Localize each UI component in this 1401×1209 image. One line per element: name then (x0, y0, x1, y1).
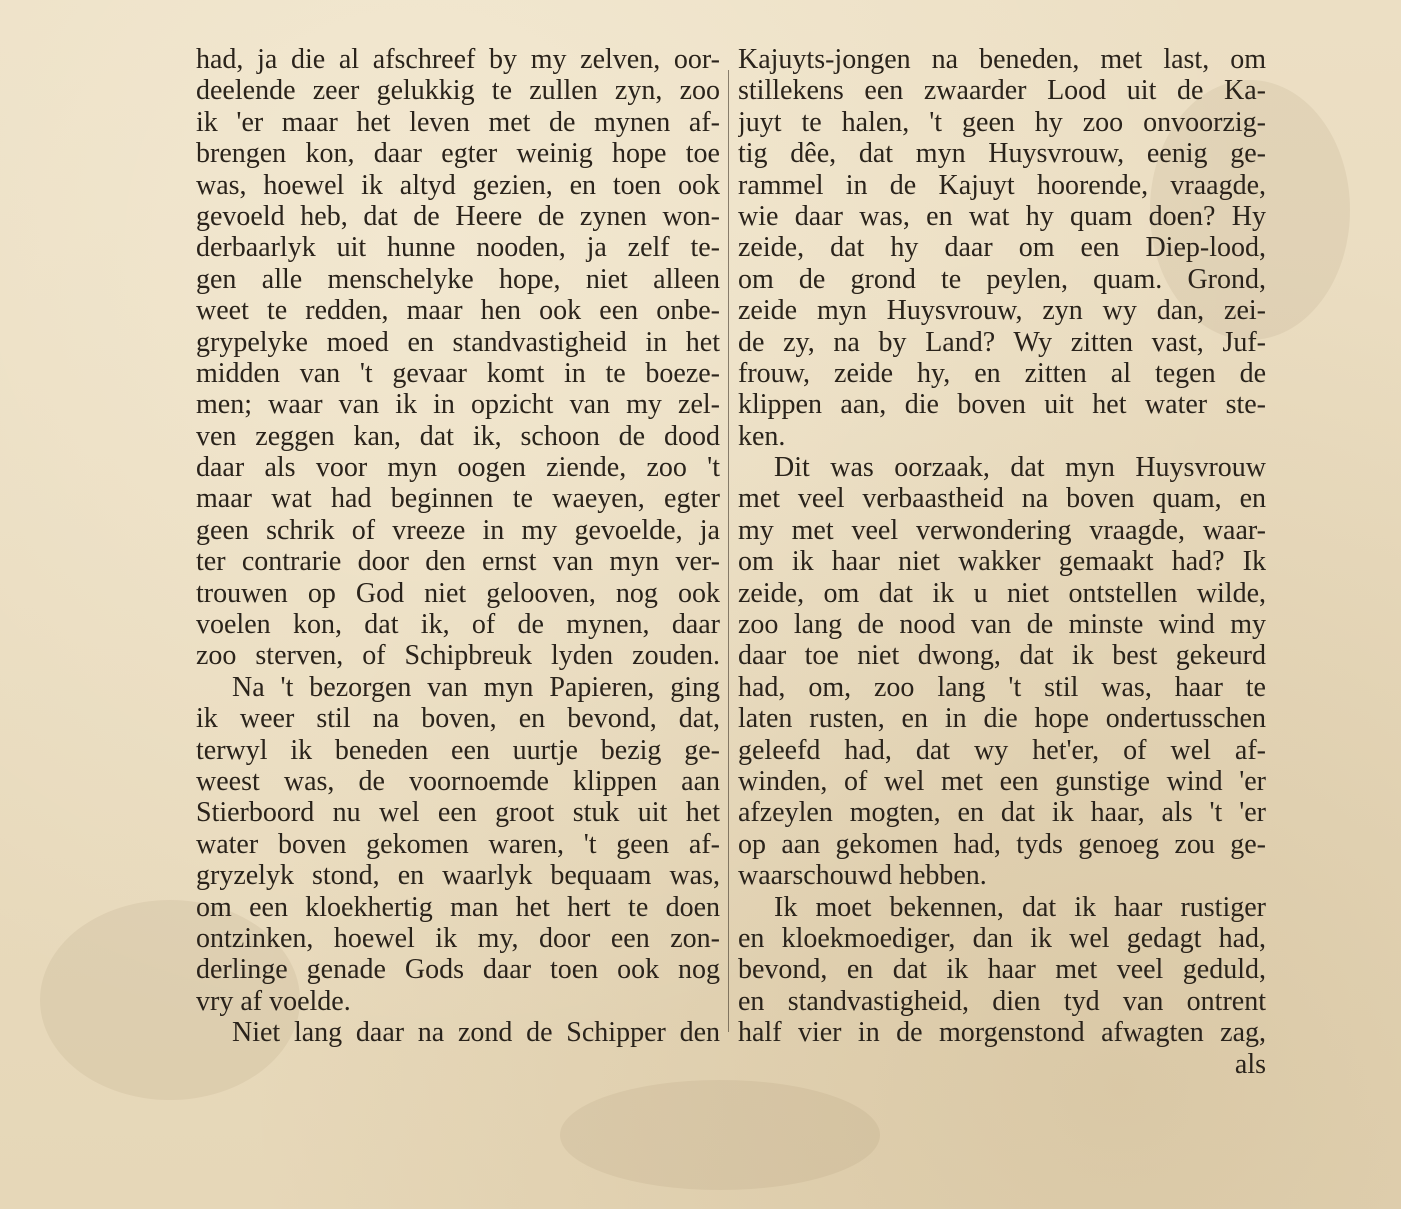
text-line: maar wat had beginnen te waeyen, egter (196, 483, 720, 515)
text-line: geleefd had, dat wy het'er, of wel af- (738, 734, 1266, 766)
text-line: vry af voelde. (196, 985, 351, 1017)
text-line: zoo sterven, of Schipbreuk lyden zouden. (196, 640, 720, 672)
right-text-column (738, 44, 1266, 1080)
left-text-column (196, 44, 720, 1049)
text-line: ik 'er maar het leven met de mynen af- (196, 106, 720, 138)
text-line: Ik moet bekennen, dat ik haar rustiger (774, 891, 1266, 923)
text-line: frouw, zeide hy, en zitten al tegen de (738, 357, 1266, 389)
text-line: ik weer stil na boven, en bevond, dat, (196, 703, 720, 735)
text-line: terwyl ik beneden een uurtje bezig ge- (196, 734, 720, 766)
text-line: ontzinken, hoewel ik my, door een zon- (196, 922, 720, 954)
text-line: zeide myn Huysvrouw, zyn wy dan, zei- (738, 295, 1266, 327)
text-line: grypelyke moed en standvastigheid in het (196, 326, 720, 358)
text-line: zeide, om dat ik u niet ontstellen wilde, (738, 577, 1266, 609)
text-line: bevond, en dat ik haar met veel geduld, (738, 954, 1266, 986)
text-line: Na 't bezorgen van myn Papieren, ging (232, 671, 720, 703)
text-line: op aan gekomen had, tyds genoeg zou ge- (738, 828, 1266, 860)
text-line: midden van 't gevaar komt in te boeze- (196, 357, 720, 389)
text-line: ken. (738, 420, 786, 452)
text-line: deelende zeer gelukkig te zullen zyn, zoo (196, 75, 720, 107)
text-line: en kloekmoediger, dan ik wel gedagt had, (738, 922, 1266, 954)
text-line: daar als voor myn oogen ziende, zoo 't (196, 452, 720, 484)
text-line: geen schrik of vreeze in my gevoelde, ja (196, 514, 720, 546)
text-line: was, hoewel ik altyd gezien, en toen ook (196, 169, 720, 201)
text-line: om ik haar niet wakker gemaakt had? Ik (738, 546, 1266, 578)
text-line: klippen aan, die boven uit het water ste- (738, 389, 1266, 421)
text-line: derbaarlyk uit hunne nooden, ja zelf te- (196, 232, 720, 264)
text-line: stillekens een zwaarder Lood uit de Ka- (738, 75, 1266, 107)
column-divider-rule (728, 70, 729, 1032)
text-line: had, om, zoo lang 't stil was, haar te (738, 671, 1266, 703)
text-line: my met veel verwondering vraagde, waar- (738, 514, 1266, 546)
text-line: trouwen op God niet gelooven, nog ook (196, 577, 720, 609)
text-line: de zy, na by Land? Wy zitten vast, Juf- (738, 326, 1266, 358)
text-line: half vier in de morgenstond afwagten zag, (738, 1017, 1266, 1049)
paper-stain (560, 1080, 880, 1190)
text-line: om een kloekhertig man het hert te doen (196, 891, 720, 923)
text-line: met veel verbaastheid na boven quam, en (738, 483, 1266, 515)
text-line: weet te redden, maar hen ook een onbe- (196, 295, 720, 327)
text-line: brengen kon, daar egter weinig hope toe (196, 138, 720, 170)
text-line: men; waar van ik in opzicht van my zel- (196, 389, 720, 421)
text-line: tig dêe, dat myn Huysvrouw, eenig ge- (738, 138, 1266, 170)
text-line: daar toe niet dwong, dat ik best gekeurd (738, 640, 1266, 672)
text-line: Stierboord nu wel een groot stuk uit het (196, 797, 720, 829)
text-line: winden, of wel met een gunstige wind 'er (738, 765, 1266, 797)
text-line: gryzelyk stond, en waarlyk bequaam was, (196, 860, 720, 892)
text-line: gen alle menschelyke hope, niet alleen (196, 263, 720, 295)
text-line: Dit was oorzaak, dat myn Huysvrouw (774, 452, 1266, 484)
text-line: juyt te halen, 't geen hy zoo onvoorzig- (738, 106, 1266, 138)
text-line: wie daar was, en wat hy quam doen? Hy (738, 200, 1266, 232)
text-line: Kajuyts-jongen na beneden, met last, om (738, 44, 1266, 75)
text-line: gevoeld heb, dat de Heere de zynen won- (196, 200, 720, 232)
text-line: Niet lang daar na zond de Schipper den (232, 1017, 720, 1049)
text-line: waarschouwd hebben. (738, 860, 987, 892)
text-line: als (1234, 1048, 1266, 1080)
text-line: rammel in de Kajuyt hoorende, vraagde, (738, 169, 1266, 201)
text-line: ter contrarie door den ernst van myn ver- (196, 546, 720, 578)
text-line: derlinge genade Gods daar toen ook nog (196, 954, 720, 986)
text-line: zoo lang de nood van de minste wind my (738, 609, 1266, 641)
text-line: voelen kon, dat ik, of de mynen, daar (196, 609, 720, 641)
text-line: zeide, dat hy daar om een Diep-lood, (738, 232, 1266, 264)
text-line: afzeylen mogten, en dat ik haar, als 't 'er (738, 797, 1266, 829)
text-line: water boven gekomen waren, 't geen af- (196, 828, 720, 860)
text-line: weest was, de voornoemde klippen aan (196, 765, 720, 797)
text-line: om de grond te peylen, quam. Grond, (738, 263, 1266, 295)
text-line: ven zeggen kan, dat ik, schoon de dood (196, 420, 720, 452)
text-line: had, ja die al afschreef by my zelven, oor- (196, 44, 720, 75)
text-line: laten rusten, en in die hope ondertusschen (738, 703, 1266, 735)
text-line: en standvastigheid, dien tyd van ontrent (738, 985, 1266, 1017)
